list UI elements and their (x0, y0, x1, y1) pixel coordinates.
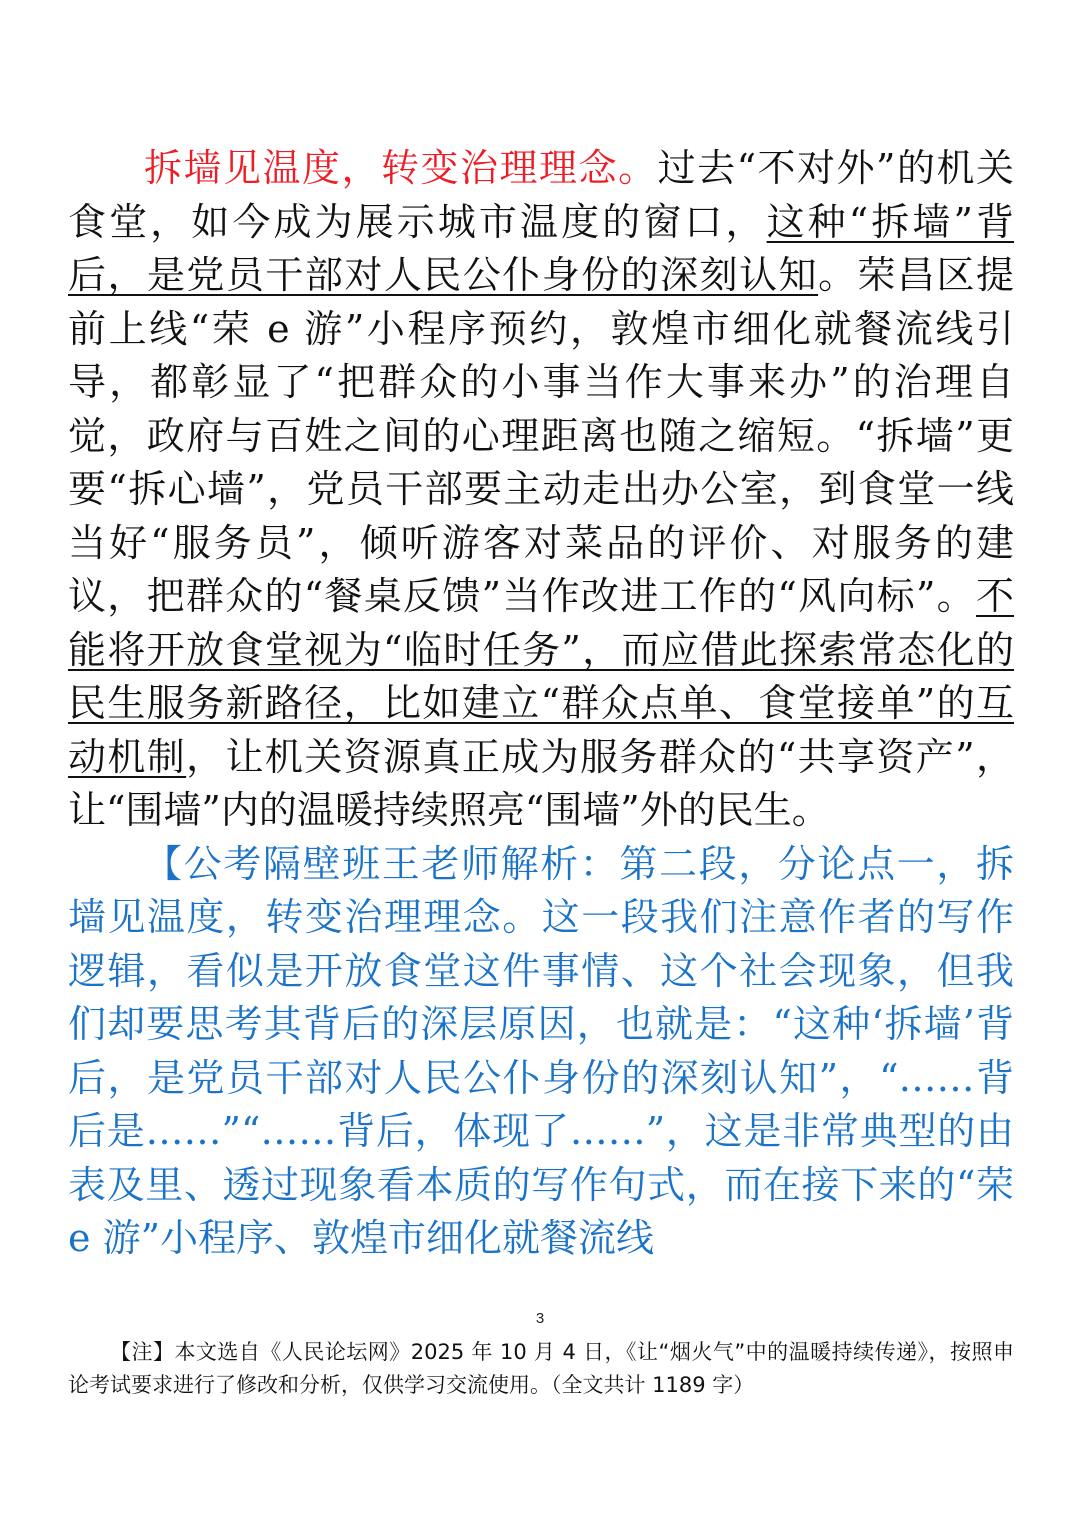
paragraph-1 (68, 142, 1014, 838)
underlined-sentence: 这种“拆墙”背后，是党员干部对人民公仆身份的深刻认知 (68, 199, 1014, 297)
paragraph-text: ，让机关资源真正成为服务群众的“共享资产”，让“围墙”内的温暖持续照亮“围墙”外的民生。 (68, 734, 1014, 832)
paragraph-text: 过去“不对外”的机关食堂，如今成为展示城市温度的窗口， (68, 146, 1014, 244)
underlined-sentence: 不能将开放食堂视为“临时任务”，而应借此探索常态化的民生服务新路径，比如建立“群众点单、食堂接单”的互动机制 (68, 574, 1014, 779)
body-text (68, 142, 1014, 1266)
paragraph-text: 。荣昌区提前上线“荣 e 游”小程序预约，敦煌市细化就餐流线引导，都彰显了“把群众的小事当作大事来办”的治理自觉，政府与百姓之间的心理距离也随之缩短。“拆墙”更要“拆心墙”，党员干部要主动走出办公室，到食堂一线当好“服务员”，倾听游客对菜品的评价、对服务的建议，把群众的“餐桌反馈”当作改进工作的“风向标”。 (68, 253, 1014, 618)
page-number: 3 (535, 1310, 545, 1327)
footnote: 【注】本文选自《人民论坛网》2025 年 10 月 4 日，《让“烟火气”中的温暖持续传递》，按照申论考试要求进行了修改和分析，仅供学习交流使用。（全文共计 1189 字） (68, 1340, 1014, 1397)
paragraph-heading: 拆墙见温度，转变治理理念。 (144, 146, 658, 190)
analysis-paragraph: 【公考隔壁班王老师解析：第二段，分论点一，拆墙见温度，转变治理理念。这一段我们注意作者的写作逻辑，看似是开放食堂这件事情、这个社会现象，但我们却要思考其背后的深层原因，也就是：“这种‘拆墙’背后，是党员干部对人民公仆身份的深刻认知”，“……背后是……”“……背后，体现了……”，这是非常典型的由表及里、透过现象看本质的写作句式，而在接下来的“荣 e 游”小程序、敦煌市细化就餐流线 (68, 841, 1014, 1260)
